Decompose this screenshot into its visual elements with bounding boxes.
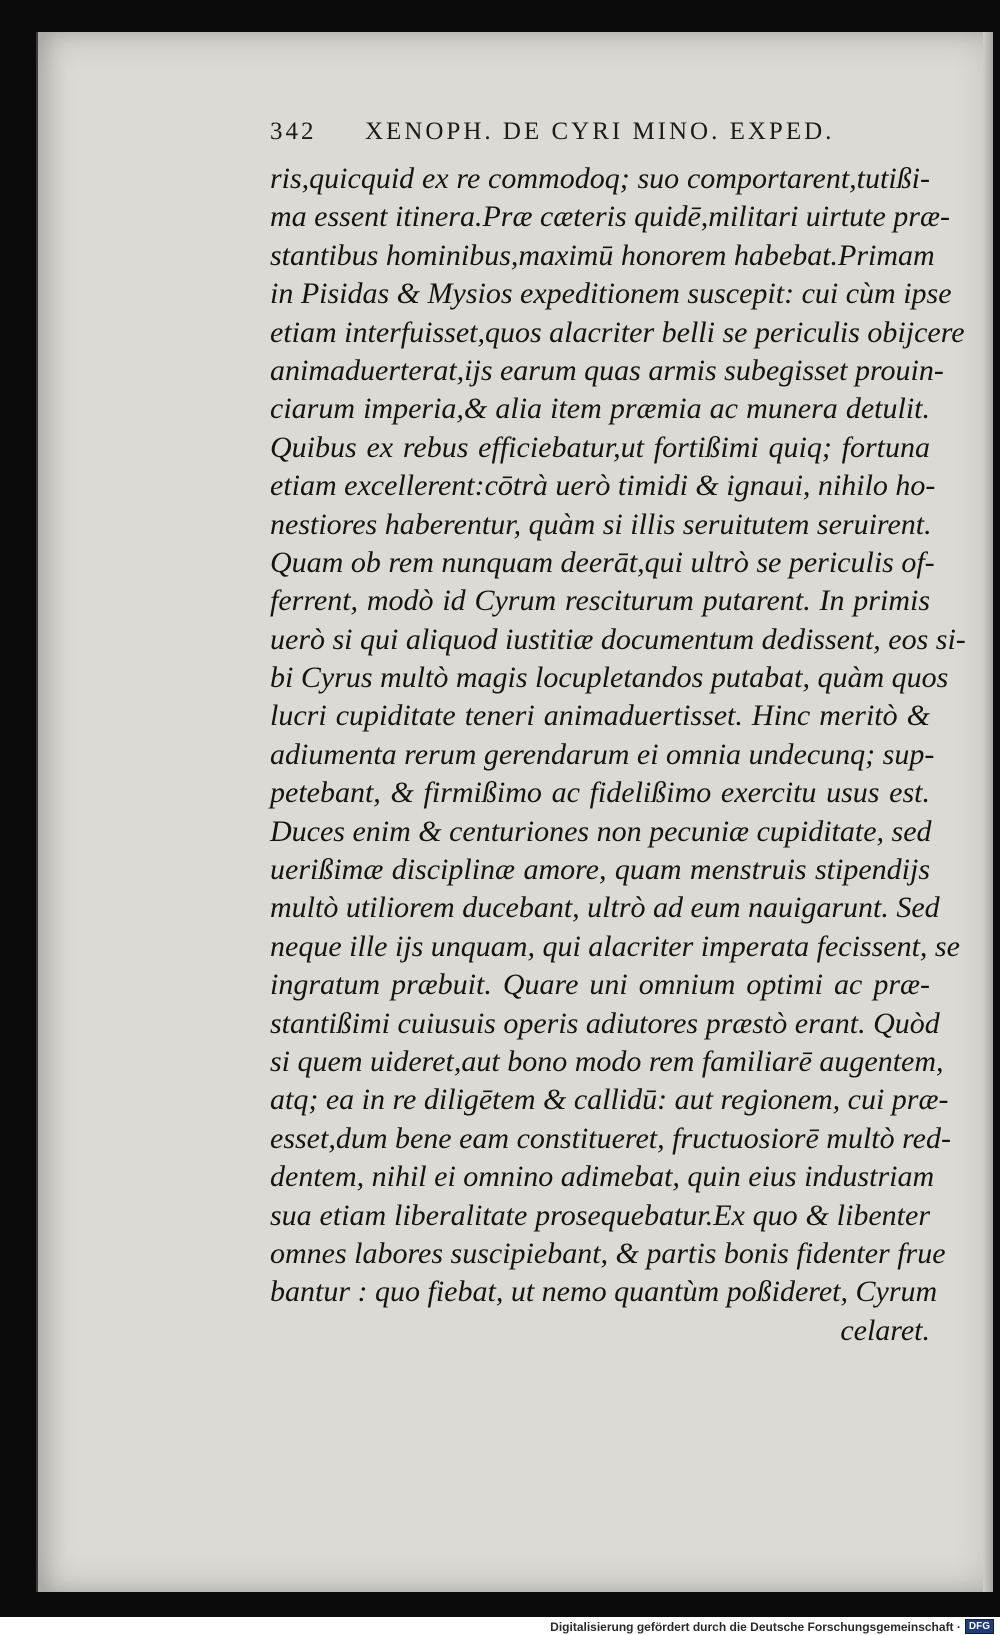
running-head	[270, 118, 870, 146]
text-line: etiam interfuisset,quos alacriter belli se periculis obijcere	[270, 315, 965, 349]
text-line: ma essent itinera.Præ cæteris quidē,militari uirtute præ-	[270, 200, 950, 234]
text-line: animaduerterat,ijs earum quas armis subegisset prouin-	[270, 353, 944, 387]
text-line: uerißimæ disciplinæ amore, quam menstruis stipendijs	[270, 853, 930, 887]
text-line: ingratum præbuit. Quare uni omnium optimi ac præ-	[270, 968, 930, 1002]
text-line: nestiores haberentur, quàm si illis seruitutem seruirent.	[270, 507, 932, 541]
running-title: XENOPH. DE CYRI MINO. EXPED.	[365, 118, 835, 145]
text-line: petebant, & firmißimo ac fidelißimo exercitu usus est.	[270, 776, 930, 810]
body-text	[270, 160, 966, 1350]
text-line-final: celaret.	[840, 1313, 930, 1347]
page-edge	[983, 32, 993, 1592]
text-line: si quem uideret,aut bono modo rem familiarē augentem,	[270, 1044, 944, 1078]
text-line: Quibus ex rebus efficiebatur,ut fortißimi quiq; fortuna	[270, 430, 930, 464]
text-line: Quam ob rem nunquam deerāt,qui ultrò se periculis of-	[270, 545, 935, 579]
text-line: sua etiam liberalitate prosequebatur.Ex quo & libenter	[270, 1198, 930, 1232]
text-line: atq; ea in re diligētem & callidū: aut regionem, cui præ-	[270, 1083, 949, 1117]
text-line: ciarum imperia,& alia item præmia ac munera detulit.	[270, 392, 930, 426]
text-line: etiam excellerent:cōtrà uerò timidi & ignaui, nihilo ho-	[270, 469, 936, 503]
page-number: 342	[270, 118, 317, 145]
text-line: bi Cyrus multò magis locupletandos putabat, quàm quos	[270, 661, 949, 695]
text-line: esset,dum bene eam constitueret, fructuosiorē multò red-	[270, 1121, 951, 1155]
text-line: uerò si qui aliquod iustitiæ documentum dedissent, eos si-	[270, 622, 966, 656]
text-line: omnes labores suscipiebant, & partis bonis fidenter frue	[270, 1236, 946, 1270]
text-line: bantur : quo fiebat, ut nemo quantùm poßideret, Cyrum	[270, 1275, 938, 1309]
footer-credit: Digitalisierung gefördert durch die Deutsche Forschungsgemeinschaft ·	[550, 1619, 961, 1634]
text-line: ris,quicquid ex re commodoq; suo comportarent,tutißi-	[270, 162, 930, 195]
text-line: lucri cupiditate teneri animaduertisset. Hinc meritò &	[270, 699, 930, 733]
text-line: Duces enim & centuriones non pecuniæ cupiditate, sed	[270, 814, 932, 848]
dfg-logo: DFG	[965, 1619, 994, 1634]
text-line: ferrent, modò id Cyrum resciturum putarent. In primis	[270, 584, 930, 618]
text-line: multò utiliorem ducebant, ultrò ad eum nauigarunt. Sed	[270, 891, 940, 925]
digitization-footer	[550, 1619, 994, 1634]
text-line: stantißimi cuiusuis operis adiutores præstò erant. Quòd	[270, 1006, 940, 1040]
text-line: stantibus hominibus,maximū honorem habebat.Primam	[270, 238, 935, 272]
text-line: neque ille ijs unquam, qui alacriter imperata fecissent, se	[270, 929, 960, 963]
text-line: dentem, nihil ei omnino adimebat, quin eius industriam	[270, 1160, 935, 1194]
text-line: in Pisidas & Mysios expeditionem suscepit: cui cùm ipse	[270, 277, 952, 311]
text-line: adiumenta rerum gerendarum ei omnia undecunq; sup-	[270, 737, 935, 771]
